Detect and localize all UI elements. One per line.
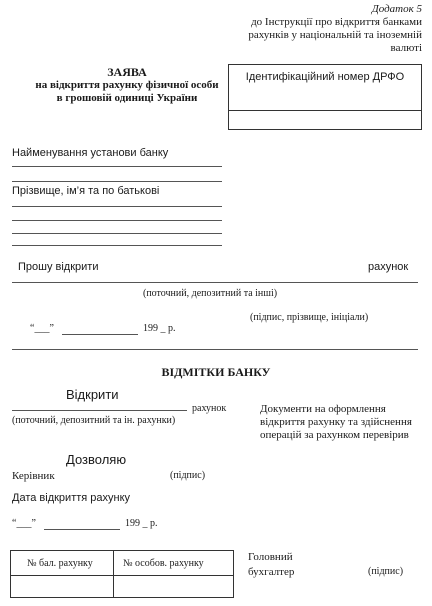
signature-hint: (підпис, прізвище, ініціали) <box>250 312 369 323</box>
section-divider <box>12 349 418 350</box>
full-name-line-1[interactable] <box>12 206 222 207</box>
request-date-line[interactable] <box>62 334 138 335</box>
form-title <box>22 66 232 105</box>
annex-title: Додаток 5 <box>371 3 422 15</box>
open-date-label: Дата відкриття рахунку <box>12 492 131 504</box>
open-date-quote: “___” <box>12 518 36 529</box>
full-name-line-2[interactable] <box>12 220 222 221</box>
bank-name-line-1[interactable] <box>12 166 222 167</box>
drfo-id-box <box>228 64 422 130</box>
open-account-line[interactable] <box>12 410 187 411</box>
open-date-line[interactable] <box>44 529 120 530</box>
drfo-box-divider <box>229 110 421 111</box>
chief-accountant-line1: Головний <box>248 551 293 563</box>
form-title-line1: ЗАЯВА <box>107 65 147 79</box>
annex-text: до Інструкції про відкриття банками рахунків у національній та іноземній валюті <box>248 16 422 54</box>
full-name-line-3[interactable] <box>12 233 222 234</box>
full-name-label: Прізвище, ім’я та по батькові <box>12 185 160 197</box>
open-label: Відкрити <box>66 387 119 402</box>
request-account-word: рахунок <box>368 261 409 273</box>
form-title-line3: в грошовій одиниці України <box>56 92 198 104</box>
account-type-hint: (поточний, депозитний та інші) <box>143 288 278 299</box>
request-date-quote: “___” <box>30 323 54 334</box>
account-type-line[interactable] <box>12 282 418 283</box>
head-label: Керівник <box>12 470 55 482</box>
table-col-divider <box>113 551 114 597</box>
chief-accountant-signature: (підпис) <box>368 566 404 577</box>
table-row-divider <box>11 575 233 576</box>
chief-accountant-line2: бухгалтер <box>248 566 295 578</box>
bank-name-line-2[interactable] <box>12 181 222 182</box>
open-account-word: рахунок <box>192 403 227 414</box>
full-name-line-4[interactable] <box>12 245 222 246</box>
head-signature: (підпис) <box>170 470 206 481</box>
personal-account-label: № особов. рахунку <box>123 558 204 569</box>
open-date-year: 199 _ р. <box>125 518 158 529</box>
open-account-hint: (поточний, депозитний та ін. рахунки) <box>12 415 176 426</box>
allow-label: Дозволяю <box>66 452 127 467</box>
bal-account-label: № бал. рахунку <box>27 558 93 569</box>
request-date-year: 199 _ р. <box>143 323 176 334</box>
bank-marks-title: ВІДМІТКИ БАНКУ <box>161 365 271 379</box>
drfo-id-label: Ідентифікаційний номер ДРФО <box>245 71 405 83</box>
docs-checked-text: Документи на оформлення відкриття рахунку та здійснення операцій за рахунком перевірив <box>260 403 412 441</box>
account-numbers-table <box>10 550 234 598</box>
request-label: Прошу відкрити <box>18 261 99 273</box>
bank-name-label: Найменування установи банку <box>12 147 169 159</box>
form-title-line2: на відкриття рахунку фізичної особи <box>35 79 219 91</box>
